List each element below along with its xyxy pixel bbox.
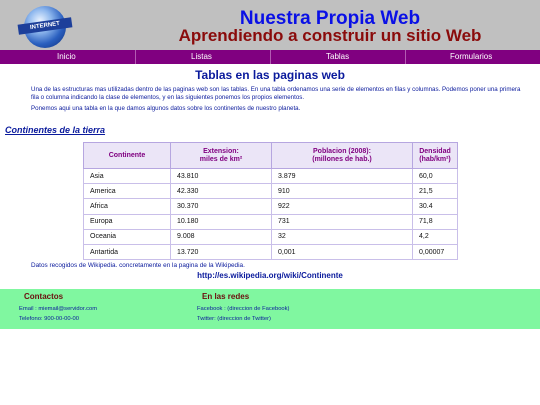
column-header: Densidad (hab/km²) <box>413 143 458 169</box>
footer-phone: Telefono: 900-00-00-00 <box>19 316 79 322</box>
table-cell: 13.720 <box>171 244 272 259</box>
section-title: Continentes de la tierra <box>5 125 106 135</box>
nav-item-inicio[interactable]: Inicio <box>57 52 76 61</box>
nav-divider <box>405 50 406 64</box>
table-cell: 32 <box>272 229 413 244</box>
table-cell: Oceania <box>84 229 171 244</box>
table-cell: 4,2 <box>413 229 458 244</box>
nav-divider <box>135 50 136 64</box>
nav-item-listas[interactable]: Listas <box>191 52 212 61</box>
table-cell: 60,0 <box>413 169 458 184</box>
nav-item-formularios[interactable]: Formularios <box>450 52 493 61</box>
intro-paragraph-2: Ponemos aqui una tabla en la que damos algunos datos sobre los continentes de nuestro planeta. <box>31 105 301 112</box>
table-row <box>84 229 458 244</box>
table-cell: 43.810 <box>171 169 272 184</box>
footer-facebook: Facebook : (direccion de Facebook) <box>197 306 290 312</box>
table-cell: Antartida <box>84 244 171 259</box>
source-note: Datos recogidos de Wikipedia. concretamente en la pagina de la Wikipedia. <box>31 262 245 269</box>
site-title: Nuestra Propia Web <box>239 8 421 29</box>
page-heading: Tablas en las paginas web <box>195 68 345 82</box>
nav-item-tablas[interactable]: Tablas <box>326 52 350 61</box>
footer-contactos-title: Contactos <box>24 292 64 301</box>
table-cell: 910 <box>272 184 413 199</box>
footer-redes-title: En las redes <box>202 292 250 301</box>
intro-paragraph: Una de las estructuras mas utilizadas dentro de las paginas web son las tablas. En una tabla ordenamos una serie de elementos en filas y columnas. Podemos poner una primera fila o columna indicando la clase de elementos, y en las siguientes ponemos los propios elementos. <box>31 86 521 101</box>
footer-twitter: Twitter: (direccion de Twitter) <box>197 316 271 322</box>
table-cell: 731 <box>272 214 413 229</box>
table-cell: 10.180 <box>171 214 272 229</box>
globe-logo-icon <box>24 6 66 48</box>
continents-table <box>83 142 458 260</box>
nav-divider <box>270 50 271 64</box>
logo-text: INTERNET <box>18 17 73 34</box>
table-cell: 0,00007 <box>413 244 458 259</box>
table-row <box>84 199 458 214</box>
table-row <box>84 214 458 229</box>
main-nav <box>0 50 540 64</box>
column-header: Extension: miles de km² <box>171 143 272 169</box>
wikipedia-link[interactable]: http://es.wikipedia.org/wiki/Continente <box>197 271 343 280</box>
table-cell: Europa <box>84 214 171 229</box>
table-cell: America <box>84 184 171 199</box>
table-row <box>84 169 458 184</box>
table-cell: Asia <box>84 169 171 184</box>
table-cell: 71,8 <box>413 214 458 229</box>
page-footer <box>0 289 540 329</box>
table-cell: 30.4 <box>413 199 458 214</box>
table-row <box>84 184 458 199</box>
column-header: Continente <box>84 143 171 169</box>
table-cell: 9.008 <box>171 229 272 244</box>
footer-email: Email : miemail@servidor.com <box>19 306 98 312</box>
table-cell: 0,001 <box>272 244 413 259</box>
table-cell: 922 <box>272 199 413 214</box>
table-cell: 3.879 <box>272 169 413 184</box>
table-row <box>84 244 458 259</box>
table-cell: Africa <box>84 199 171 214</box>
site-subtitle: Aprendiendo a construir un sitio Web <box>178 26 482 45</box>
table-cell: 21,5 <box>413 184 458 199</box>
column-header: Poblacion (2008): (millones de hab.) <box>272 143 413 169</box>
table-cell: 30.370 <box>171 199 272 214</box>
page-header <box>0 0 540 50</box>
table-header-row <box>84 143 458 169</box>
table-cell: 42.330 <box>171 184 272 199</box>
